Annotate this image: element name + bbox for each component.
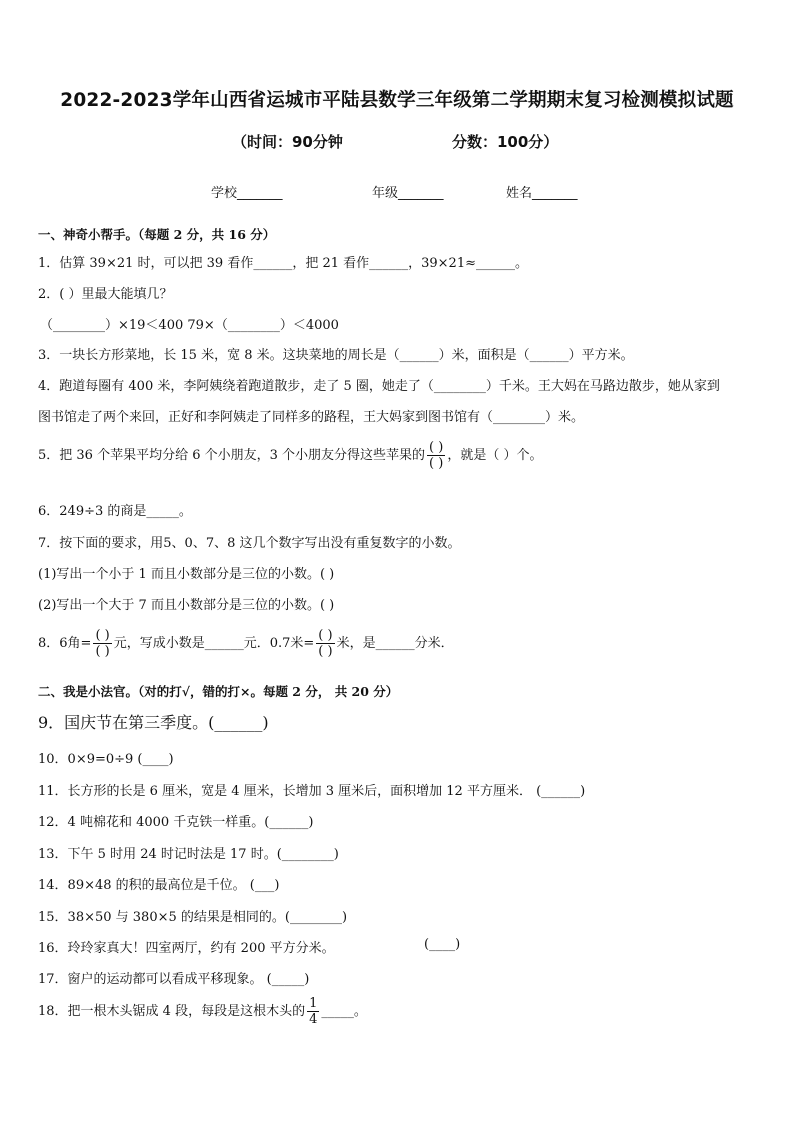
school-field: 学校_______ [211,186,283,201]
fraction-denominator: ( ) [318,644,333,659]
question-8-fraction-2 [316,628,334,659]
question-18-text-after: _____。 [321,1004,367,1019]
question-8-text-c: 米，是______分米． [336,636,454,651]
question-5 [38,440,542,471]
question-15: 15．38×50 与 380×5 的结果是相同的。(________) [38,910,348,925]
question-7-a: (1)写出一个小于 1 而且小数部分是三位的小数。( ) [38,567,335,582]
question-14: 14．89×48 的积的最高位是千位。 (___) [38,878,280,893]
page-title: 2022-2023学年山西省运城市平陆县数学三年级第二学期期末复习检测模拟试题 [60,90,734,111]
question-17: 17．窗户的运动都可以看成平移现象。 (_____) [38,972,310,987]
question-4-line-2: 图书馆走了两个来回，正好和李阿姨走了同样多的路程，王大妈家到图书馆有（________）米。 [38,410,585,425]
question-18-text-before: 18．把一根木头锯成 4 段，每段是这根木头的 [38,1004,306,1019]
question-6: 6．249÷3 的商是_____。 [38,504,192,519]
question-18 [38,996,367,1027]
fraction-denominator: 4 [309,1012,318,1027]
section-2-heading: 二、我是小法官。（对的打√，错的打×。每题 2 分， 共 20 分） [38,684,399,699]
exam-score: 分数：100分） [452,133,559,151]
question-11: 11．长方形的长是 6 厘米，宽是 4 厘米，长增加 3 厘米后，面积增加 12 平方厘米． (______) [38,784,586,799]
question-7: 7．按下面的要求，用5、0、7、8 这几个数字写出没有重复数字的小数。 [38,536,461,551]
question-2: 2．( ）里最大能填几？ [38,287,173,302]
fraction-denominator: ( ) [429,456,444,471]
question-5-text-after: ，就是（ ）个。 [447,448,543,463]
question-5-fraction [427,440,445,471]
question-16: 16．玲玲家真大！四室两厅，约有 200 平方分米。 [38,941,335,956]
fraction-numerator: ( ) [318,628,333,643]
question-10: 10．0×9=0÷9 (____) [38,752,174,767]
grade-field: 年级_______ [372,186,444,201]
exam-time: （时间：90分钟 [232,133,343,151]
question-3: 3．一块长方形菜地，长 15 米，宽 8 米。这块菜地的周长是（______）米，面积是（______）平方米。 [38,348,634,363]
question-5-text-before: 5．把 36 个苹果平均分给 6 个小朋友，3 个小朋友分得这些苹果的 [38,448,426,463]
question-13: 13．下午 5 时用 24 时记时法是 17 时。(________) [38,847,339,862]
question-16-answer-blank: (____) [424,937,461,952]
fraction-denominator: ( ) [95,644,110,659]
question-12: 12．4 吨棉花和 4000 千克铁一样重。(______) [38,815,314,830]
name-field: 姓名_______ [506,186,578,201]
fraction-numerator: ( ) [429,440,444,455]
question-7-b: (2)写出一个大于 7 而且小数部分是三位的小数。( ) [38,598,335,613]
fraction-numerator: 1 [309,996,318,1011]
question-18-fraction [307,996,319,1027]
question-1: 1．估算 39×21 时，可以把 39 看作______，把 21 看作______，39×21≈______。 [38,256,528,271]
question-8-text-b: 元，写成小数是______元．0.7米= [113,636,315,651]
question-9: 9．国庆节在第三季度。(______) [38,713,269,732]
fraction-numerator: ( ) [95,628,110,643]
question-8 [38,628,454,659]
question-8-text-a: 8．6角= [38,636,92,651]
question-8-fraction-1 [93,628,111,659]
section-1-heading: 一、神奇小帮手。（每题 2 分，共 16 分） [38,227,276,242]
question-2-sub: （________）×19＜400 79×（________）＜4000 [40,318,339,333]
question-4-line-1: 4．跑道每圈有 400 米，李阿姨绕着跑道散步，走了 5 圈，她走了（________）千米。王大妈在马路边散步，她从家到 [38,379,720,394]
